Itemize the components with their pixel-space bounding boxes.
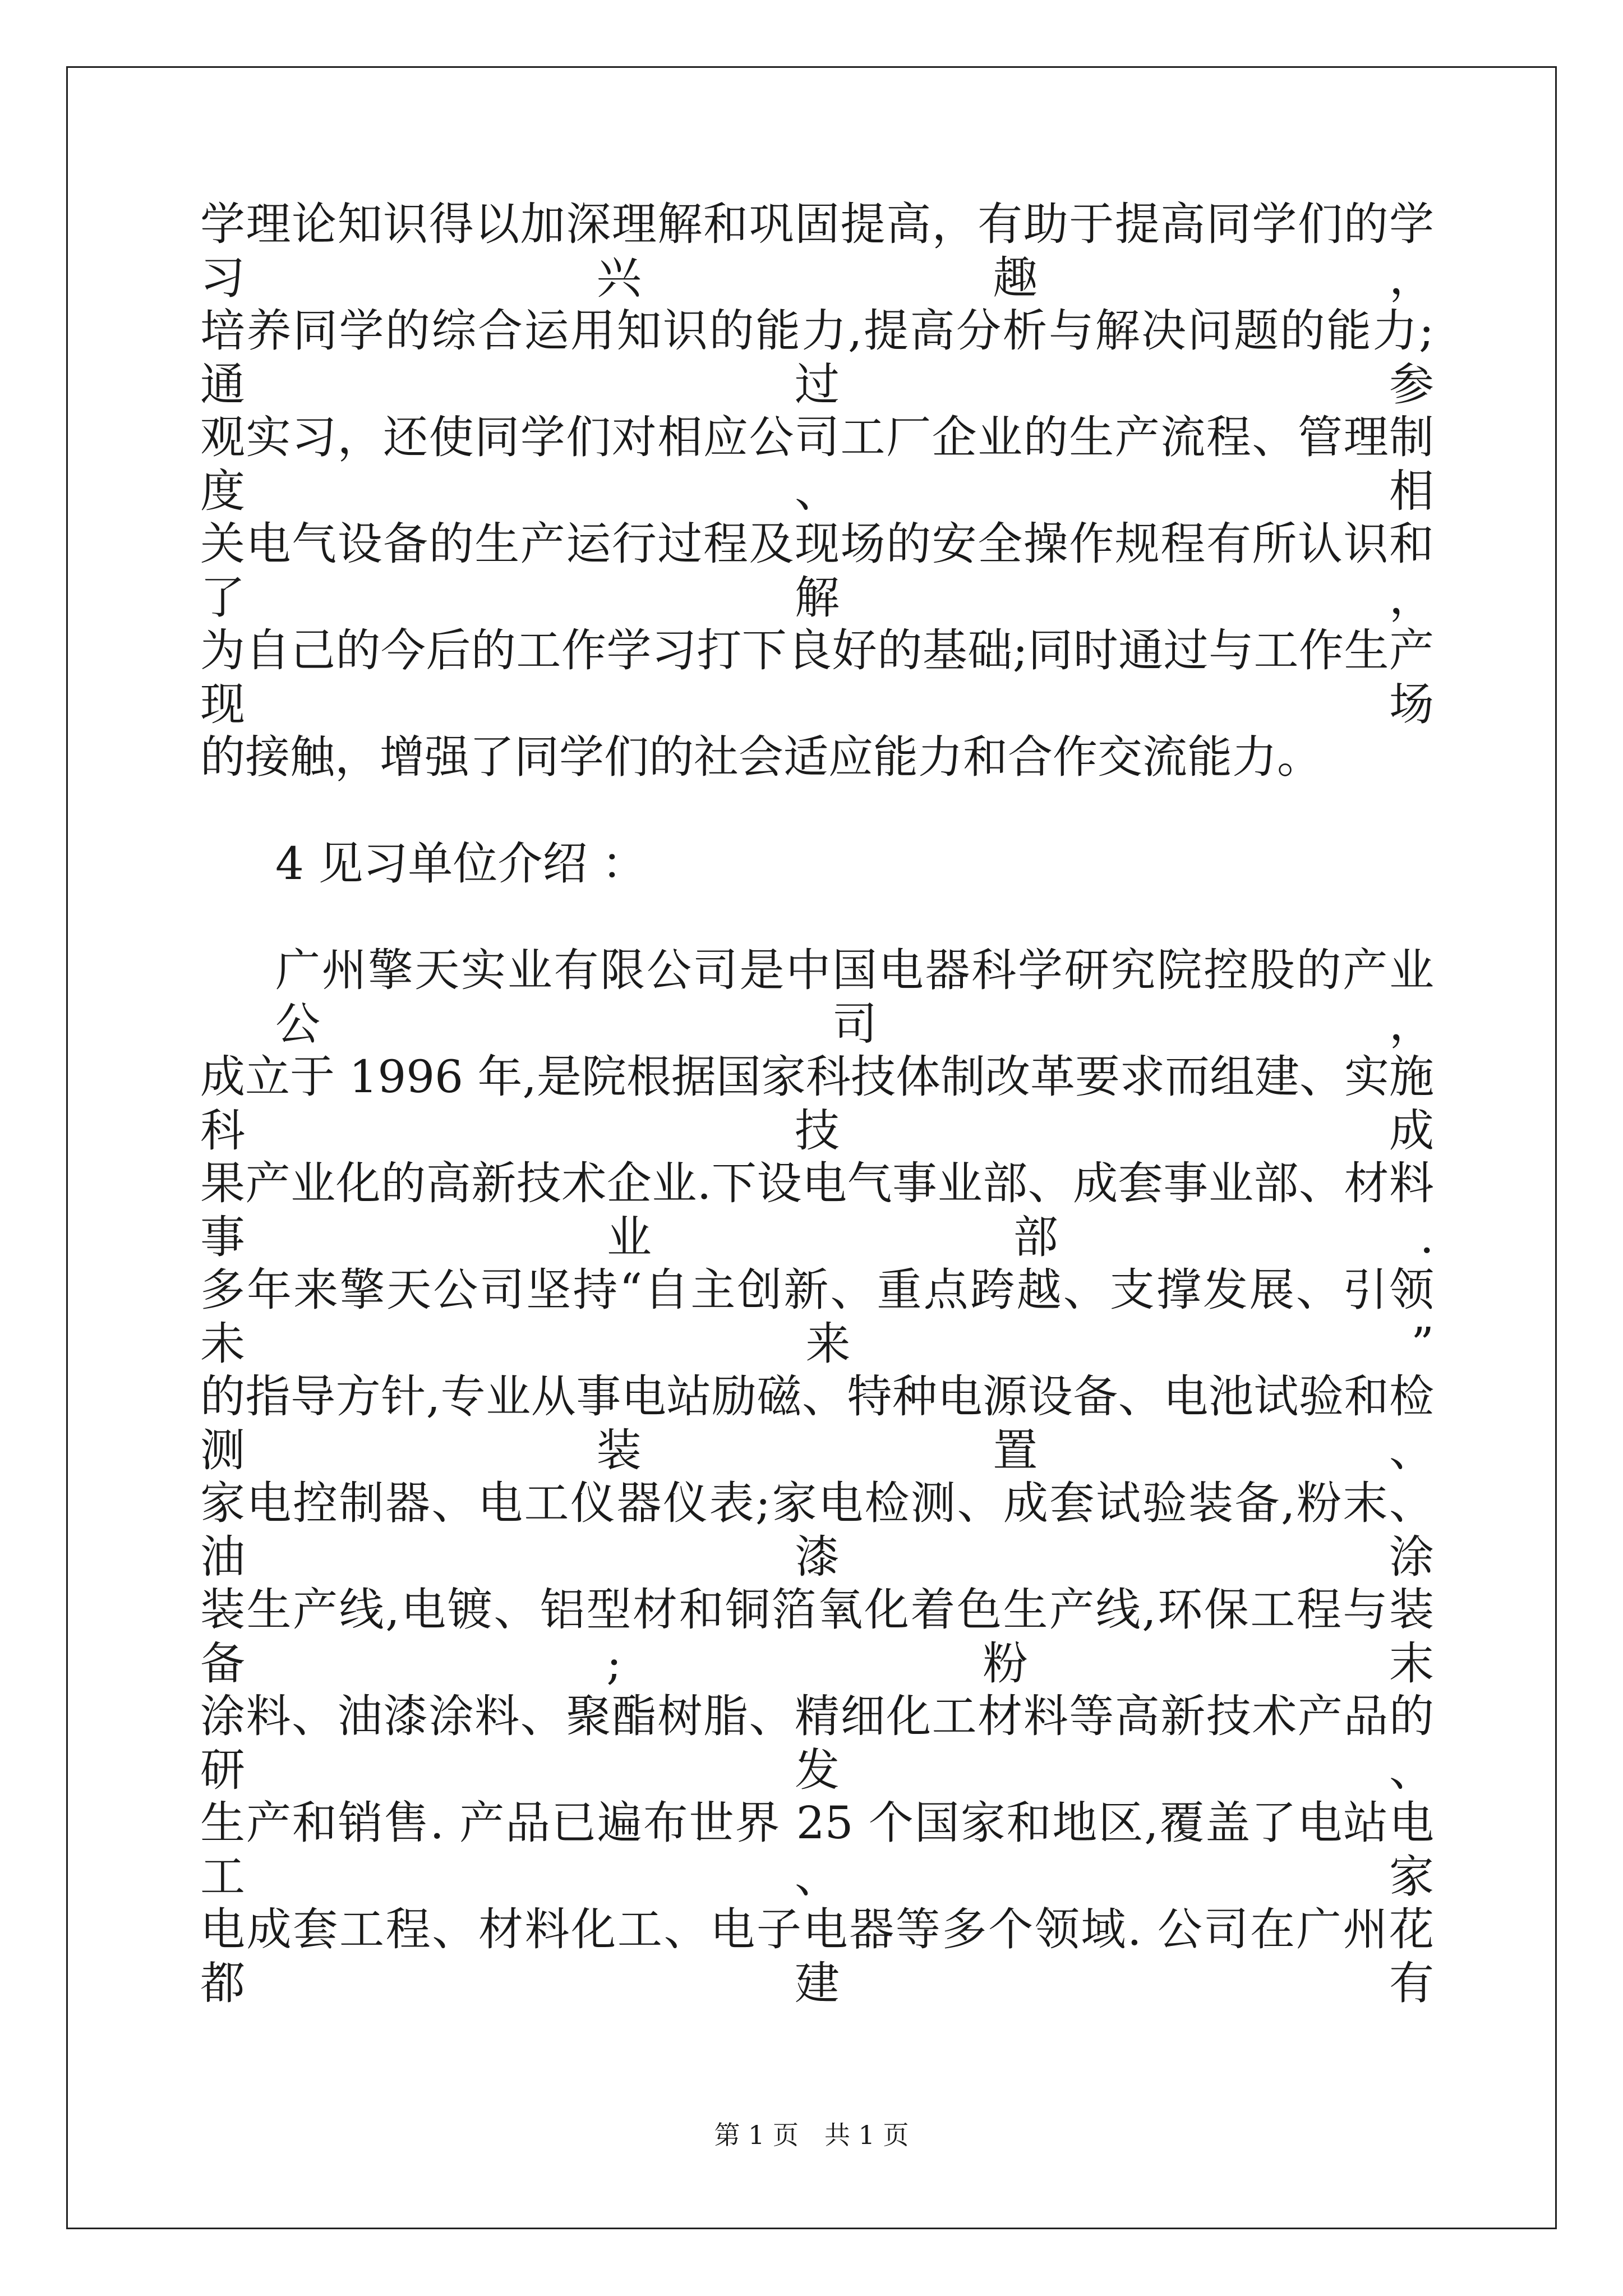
body-text-line: 电成套工程、材料化工、电子电器等多个领域. 公司在广州花都建有 [200,1903,1434,2009]
body-text-line: 生产和销售. 产品已遍布世界 25 个国家和地区,覆盖了电站电工、家 [200,1797,1434,1903]
body-text-line: 的接触，增强了同学们的社会适应能力和合作交流能力。 [200,731,1322,783]
body-text-line: 培养同学的综合运用知识的能力,提高分析与解决问题的能力;通过参 [200,305,1434,411]
body-text-line: 多年来擎天公司坚持“自主创新、重点跨越、支撑发展、引领未来” [200,1264,1434,1370]
body-text-line: 装生产线,电镀、铝型材和铜箔氧化着色生产线,环保工程与装备;粉末 [200,1584,1434,1690]
body-text-line: 观实习，还使同学们对相应公司工厂企业的生产流程、管理制度、相 [200,411,1434,517]
page-number-footer: 第 1 页 共 1 页 [714,2120,909,2150]
body-text-line: 学理论知识得以加深理解和巩固提高，有助于提高同学们的学习兴趣， [200,198,1434,304]
body-text-line: 家电控制器、电工仪器仪表;家电检测、成套试验装备,粉末、油漆涂 [200,1477,1434,1583]
body-text-line: 成立于 1996 年,是院根据国家科技体制改革要求而组建、实施科技成 [200,1051,1434,1157]
body-text-line: 广州擎天实业有限公司是中国电器科学研究院控股的产业公司， [275,944,1434,1050]
body-text-line: 涂料、油漆涂料、聚酯树脂、精细化工材料等高新技术产品的研发、 [200,1690,1434,1796]
section-heading: 4 见习单位介绍 ： [275,838,647,890]
body-text-line: 为自己的今后的工作学习打下良好的基础;同时通过与工作生产现场 [200,624,1434,730]
body-text-line: 的指导方针,专业从事电站励磁、特种电源设备、电池试验和检测装置、 [200,1370,1434,1476]
body-text-line: 果产业化的高新技术企业.下设电气事业部、成套事业部、材料事业部. [200,1157,1434,1263]
body-text-line: 关电气设备的生产运行过程及现场的安全操作规程有所认识和了解， [200,518,1434,624]
